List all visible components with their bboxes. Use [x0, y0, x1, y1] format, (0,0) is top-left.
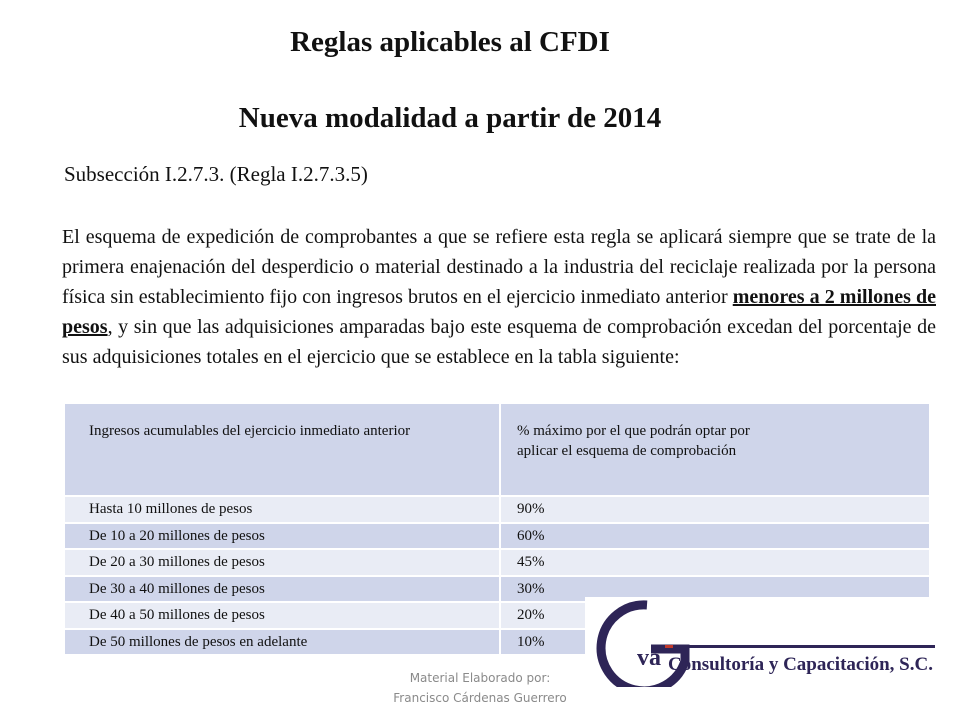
table-cell-income: De 30 a 40 millones de pesos [65, 576, 500, 603]
table-header-income: Ingresos acumulables del ejercicio inmediato anterior [65, 404, 500, 496]
table-cell-percentage: 20% [500, 602, 929, 629]
footer-line-1: Material Elaborado por: [409, 671, 551, 685]
logo-mark-text: va [637, 645, 661, 671]
table-cell-income: De 10 a 20 millones de pesos [65, 523, 500, 550]
page-subtitle: Nueva modalidad a partir de 2014 [238, 102, 662, 134]
table-row [65, 496, 929, 523]
table-cell-percentage: 60% [500, 523, 929, 550]
section-heading: Subsección I.2.7.3. (Regla I.2.7.3.5) [64, 162, 368, 186]
table-cell-income: De 20 a 30 millones de pesos [65, 549, 500, 576]
rule-paragraph [62, 222, 936, 372]
table-cell-percentage: 10% [500, 629, 929, 655]
logo-company-name: Consultoría y Capacitación, S.C. [668, 654, 933, 675]
footer-credit [360, 668, 600, 708]
table-row [65, 549, 929, 576]
paragraph-text-before: El esquema de expedición de comprobantes a que se refiere esta regla se aplicará siempre que se trate de la primera enajenación del desperdicio o material destinado a la industria del reciclaje realizada por la persona física sin establecimiento fijo con ingresos brutos en el ejercicio inmediato anterior [62, 226, 936, 308]
page-title: Reglas aplicables al CFDI [290, 26, 610, 58]
table-header-row [65, 404, 929, 496]
footer-line-2: Francisco Cárdenas Guerrero [393, 691, 567, 705]
table-cell-percentage: 90% [500, 496, 929, 523]
paragraph-emphasis: menores a 2 millones de pesos [62, 286, 936, 338]
table-cell-income: De 50 millones de pesos en adelante [65, 629, 500, 655]
table-header-percentage: % máximo por el que podrán optar por aplicar el esquema de comprobación [500, 404, 929, 496]
table-cell-income: De 40 a 50 millones de pesos [65, 602, 500, 629]
table-cell-income: Hasta 10 millones de pesos [65, 496, 500, 523]
table-cell-percentage: 45% [500, 549, 929, 576]
table-row [65, 523, 929, 550]
paragraph-text-after: , y sin que las adquisiciones amparadas bajo este esquema de comprobación excedan del porcentaje de sus adquisiciones totales en el ejercicio que se establece en la tabla siguiente: [62, 316, 936, 368]
table-cell-percentage: 30% [500, 576, 929, 603]
